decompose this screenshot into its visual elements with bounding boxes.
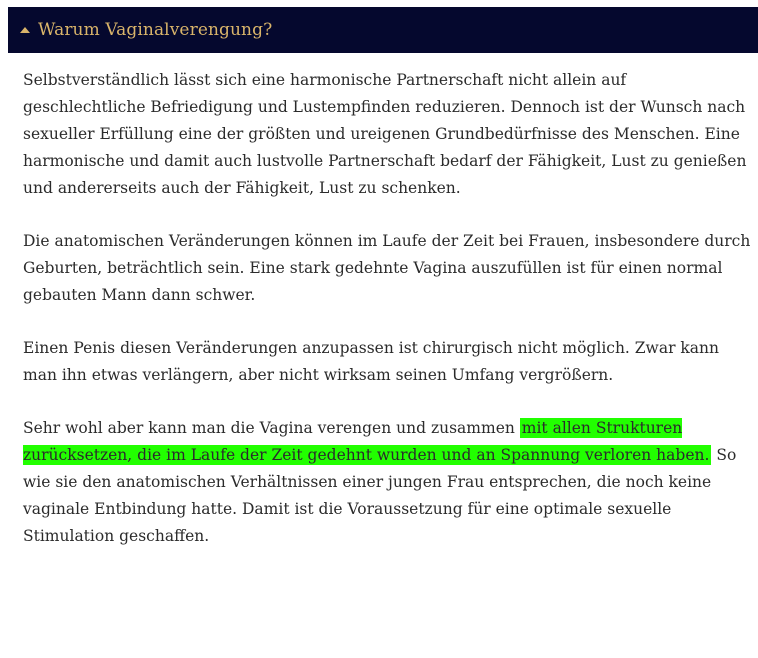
paragraph: Einen Penis diesen Veränderungen anzupassen ist chirurgisch nicht möglich. Zwar kann man ihn etwas verlängern, aber nicht wirksam seinen Umfang vergrößern.: [23, 339, 720, 384]
paragraph: Die anatomischen Veränderungen können im Laufe der Zeit bei Frauen, insbesondere durch Geburten, beträchtlich sein. Eine stark gedehnte Vagina auszufüllen ist für einen normal gebauten Mann dann schwer.: [23, 232, 751, 304]
text-segment: So wie sie den anatomischen Verhältnissen einer jungen Frau entsprechen, die noch keine vaginale Entbindung hatte. Damit ist die Voraussetzung für eine optimale sexuelle Stimulation geschaffen.: [23, 446, 737, 545]
paragraph-highlighted: [23, 415, 753, 550]
highlighted-text: mit allen Strukturen zurücksetzen, die im Laufe der Zeit gedehnt wurden und an Spannung verloren haben.: [23, 419, 710, 464]
caret-up-icon: [20, 27, 30, 33]
accordion-header[interactable]: [8, 7, 758, 53]
paragraph: Selbstverständlich lässt sich eine harmonische Partnerschaft nicht allein auf geschlechtliche Befriedigung und Lustempfinden reduzieren. Dennoch ist der Wunsch nach sexueller Erfüllung eine der größten und ureigenen Grundbedürfnisse des Menschen. Eine harmonische und damit auch lustvolle Partnerschaft bedarf der Fähigkeit, Lust zu genießen und andererseits auch der Fähigkeit, Lust zu schenken.: [23, 71, 747, 197]
accordion-content: [23, 67, 753, 576]
accordion-title: Warum Vaginalverengung?: [38, 20, 273, 40]
text-segment: Sehr wohl aber kann man die Vagina verengen und zusammen: [23, 419, 520, 437]
